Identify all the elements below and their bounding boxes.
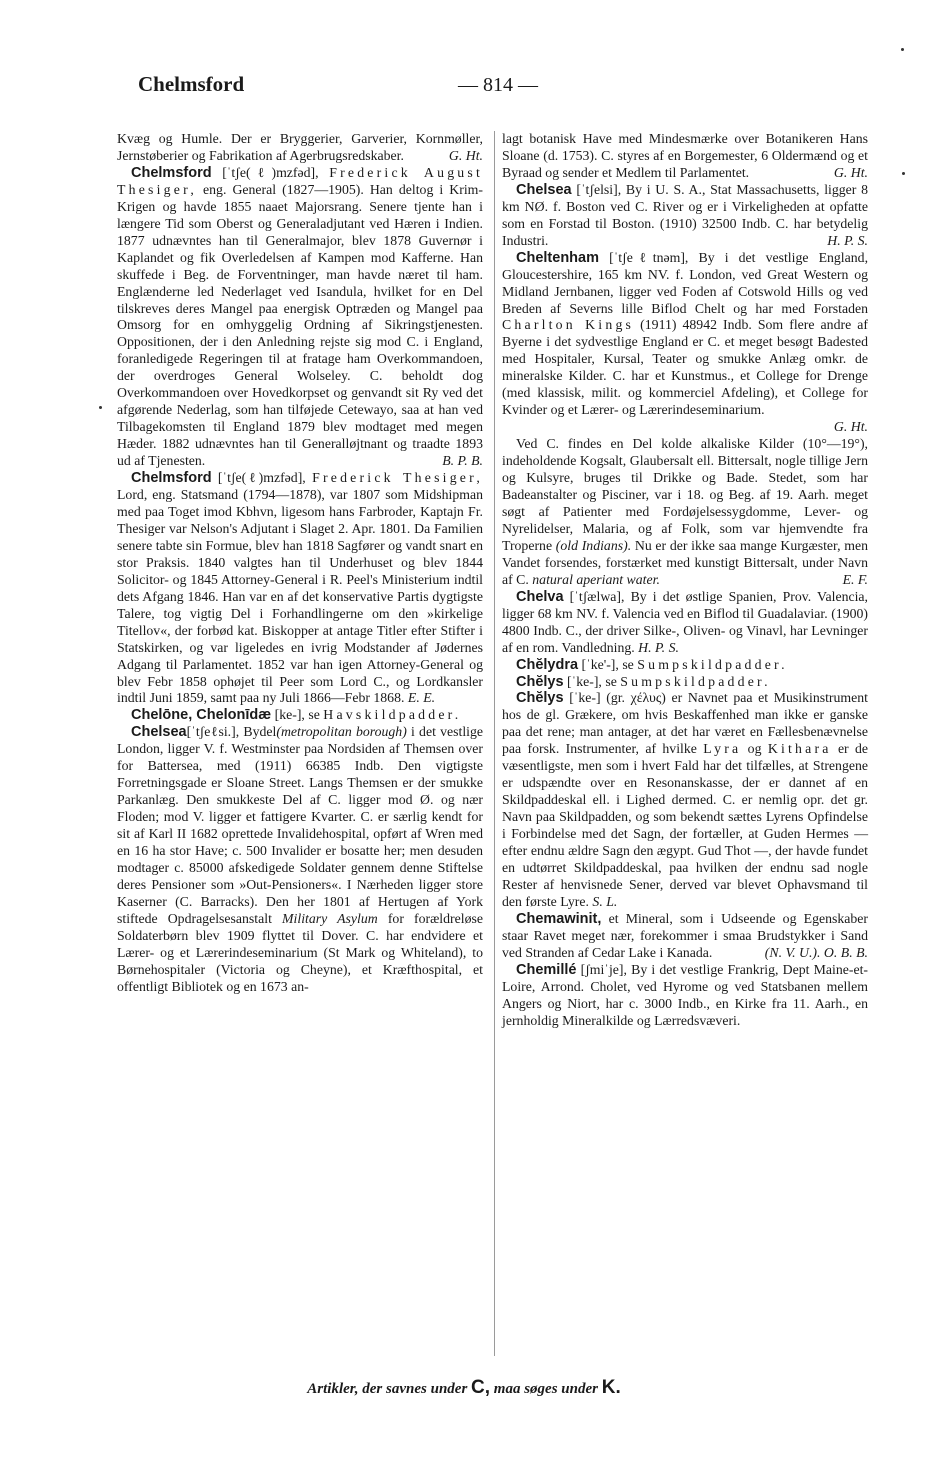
entry-text: By i det vestlige England, Gloucestershire, 165 km NV. f. London, ved Great Western og Midland Jernbanen, ligger ved Foden af Cotswold Hills og ved Breden af Severns lille Biflod Chelt og har med Forstaden (502, 249, 869, 316)
entry-headword: Chelōne, Chelonīdæ (131, 707, 272, 724)
footer-letter: C, (471, 1377, 491, 1398)
spaced-name: Frederick Thesiger, (312, 470, 484, 486)
entry-text: se (622, 656, 634, 672)
author-signature: H. P. S. (638, 639, 679, 655)
scan-speck (99, 406, 102, 409)
pronunciation: [ˈtʃeℓsi.], (186, 724, 240, 740)
italic-term: (metropolitan borough) (276, 724, 407, 740)
entry-headword: Chelsea (516, 181, 572, 198)
pronunciation: [ˈtʃe(ℓ)mzfəd], (217, 470, 306, 486)
author-signature: E. F. (842, 571, 868, 587)
entry-headword: Cheltenham (516, 249, 599, 266)
pronunciation: [ˈke-], (567, 673, 602, 689)
entry-text: se (308, 707, 320, 723)
entry-headword: Chelmsford (131, 470, 212, 487)
entry-chelydra (502, 657, 868, 674)
entry-headword: Chemillé (516, 961, 577, 978)
entry-chelone (117, 707, 483, 724)
pronunciation: [ˈtʃe(ℓ)mzfəd], (222, 164, 319, 180)
scan-speck (902, 172, 905, 175)
entry-text: se (605, 673, 617, 689)
entry-chemawinit (502, 911, 868, 962)
running-head-word: Chelmsford (138, 72, 245, 96)
entry-headword: Chĕlydra (516, 656, 579, 673)
pronunciation: [ke-], (274, 707, 305, 723)
pronunciation: [ˈke-] (gr. χέλυς) (569, 690, 666, 706)
page-footer (0, 1377, 928, 1399)
entry-headword: Chemawinit, (516, 910, 602, 927)
author-signature: S. L. (592, 893, 618, 909)
author-signature: G. Ht. (833, 419, 868, 435)
entry-text: Lord, eng. Statsmand (1794—1878), var 1807 som Midshipman med paa Toget imod Kbhvn, ligesom hans Farbroder, Kaptajn Fr. Thesiger var Nelson's Adjutant i Slaget 2. Apr. 1801. Da Familien senere tabte sin Formue, blev han 1818 Sagfører og vandt snart en stor Praksis. 1840 valgtes han til Underhuset og blev 1844 Solicitor- og 1845 Attorney-General i R. Peel's Ministerium indtil dets Afgang 1846. Han var en af det konservative Partis dygtigste Talere, tog vigtig Del i Forhandlingerne om den »kirkelige Titellov«, der forbød kat. Biskopper at antage Titler efter Stifter i Statskirken, og var ligeledes en ivrig Modstander af Jødernes Adgang til Parlamentet. 1852 var han igen Attorney-General og blev Febr 1858 ophøjet til Peer som Lord C., og Lordkansler indtil Juni 1859, samt paa ny Juli 1866—Febr 1868. (117, 487, 483, 706)
author-signature: B. P. B. (442, 453, 483, 469)
pronunciation: [ʃmiˈje], (580, 961, 627, 977)
entry-text: eng. General (1827—1905). Han deltog i Krim-Krigen og havde 1855 naaet Majorsrang. Senere tjente han i længere Tid som Oberst og Generaladjutant ved Hæren i Indien. 1877 udnævntes han til Generalmajor, blev 1878 Guvernør i Kaplandet og fik Overledelsen af Kampen mod Kafferne. Han skuffede i Beg. de Forventninger, man havde næret til ham. Englænderne led Nederlaget ved Isandula, hvilket for en Del tilskreves deres Mangel paa energisk Optræden og Mangel paa Omsorg for en omhyggelig Ordning af Sikringstjenesten. Oppositionen, der i den Anledning rejste sig mod C. i England, foranledigede Regeringen til at fratage ham Overkommandoen, der overdroges General Wolseley. C. beholdt dog Overkommandoen over Hovedkorpset og genvandt sit Ry ved det afgørende Nederlag, som han tilføjede Cetewayo, saa at han ved Tilbagekomsten til England 1879 blev modtaget med megen Hæder. 1882 udnævntes han til Generalløjtnant og traadte 1893 ud af Tjenesten. (117, 181, 484, 469)
entry-chelys-2 (502, 690, 868, 910)
pronunciation: [ˈtʃeℓtnəm], (609, 249, 689, 265)
entry-text: By i det østlige Spanien, Prov. Valencia, ligger 68 km NV. f. Valencia ved en Biflod til Guadalaviar. (1900) 4800 Indb. C., der driver Silke-, Oliven- og Vinavl, har Levninger af en rom. Vandledning. (502, 588, 868, 655)
pronunciation: [ˈtʃælwa], (569, 588, 625, 604)
entry-continuation (502, 131, 868, 182)
left-column (117, 131, 483, 996)
author-signature: H. P. S. (827, 232, 868, 248)
entry-text: Nu er der ikke saa mange Kurgæster, men Vandet forsendes, forstærket med kunstigt Bittersalt, under Navn af C. (502, 537, 868, 587)
entry-headword: Chelmsford (131, 164, 212, 181)
italic-term: natural aperiant water. (532, 571, 660, 587)
entry-text: er Navnet paa et Musikinstrument hos de gl. Grækere, om hvis Beskaffenhed man ikke er ganske paa det rene; man antager, at det har været en Fællesbenævnelse paa forsk. Instrumenter, af hvilke (502, 690, 868, 757)
pronunciation: [ˈtʃelsi], (576, 181, 622, 197)
entry-text: By i U. S. A., Stat Massachusetts, ligger 8 km NØ. f. Boston ved C. River og er i Virkeligheden at opfatte som en Forstad til Boston. (1910) 32500 Indb. C. har betydelig Industri. (502, 181, 869, 248)
entry-headword: Chelva (516, 588, 564, 605)
entry-chemille (502, 962, 868, 1030)
entry-chelmsford-general (117, 165, 483, 470)
entry-text: Ved C. findes en Del kolde alkaliske Kilder (10°—19°), indeholdende Kogsalt, Glaubersalt ell. Bittersalt, nogle tillige Jern og Kulsyre, bruges til Drikke og Bade. Stedet, som har Badeanstalter og Pisciner, var i 18. og Beg. af 19. Aarh. meget søgt af Patienter med Fordøjelsessygdomme, Lever- og Nyrelidelser, Malaria, og af Folk, som var hjemvendte fra Troperne (502, 436, 868, 553)
entry-text: Bydel (243, 724, 277, 740)
entry-continuation (117, 131, 483, 165)
cross-reference: Sumpskildpadder. (637, 656, 788, 672)
entry-text: er de væsentligste, men som i hvert Fald har det tilfælles, at Strengene er udspændte over en Resonanskasse, der er dannet af en Skildpaddeskal ell. i Lighed dermed. C. er nemlig opr. det gr. Navn paa Skildpadden, og som bekendt sættes Lyrens Opfindelse i Forbindelse med det Sagn, der fortæller, at Guden Hermes — efter endnu ældre Sagn den ægypt. Gud Thot —, der havde fundet en udtørret Skildpaddeskal, paa hvilken der endnu sad nogle Rester af henvisnede Sener, derved var blevet Ophavsmand til den første Lyre. (502, 741, 869, 909)
author-signature: G. Ht. (448, 147, 483, 163)
running-head (138, 72, 888, 106)
page-number: — 814 — (458, 74, 538, 96)
right-column (502, 131, 868, 1030)
author-signature: (N. V. U.). O. B. B. (764, 944, 868, 960)
entry-headword: Chelsea (131, 724, 187, 741)
entry-text: et Mineral, som i Udseende og Egenskaber staar Ravet meget nær, forekommer i smaa Brudstykker i Sand ved Stranden af Cedar Lake i Kanada. (502, 910, 868, 960)
entry-cheltenham (502, 250, 868, 420)
spaced-name: Charlton Kings (502, 317, 635, 333)
scan-speck (901, 48, 904, 51)
footer-text: Artikler, der savnes under (307, 1381, 468, 1397)
entry-text: Kvæg og Humle. Der er Bryggerier, Garverier, Kornmøller, Jernstøberier og Fabrikation af Agerbrugsredskaber. (117, 131, 483, 163)
entry-text: i det vestlige London, ligger V. f. Westminster paa Nordsiden af Themsen over for Battersea, med (1911) 66385 Indb. Den vigtigste Forretningsgade er Sloane Street. Langs Themsen er der smukke Parkanlæg. Den smukkeste Del af C. ligger mod Ø. og nær Floden; mod V. ligger et fattigere Kvarter. C. er særlig kendt for sit af Karl II 1682 oprettede Invalidehospital, opført af Wren med en 16 ha stor Have; c. 500 Invalider er bosatte her; men desuden modtager c. 85000 afskedigede Soldater gennem denne Stiftelse deres Pensioner som »Out-Pensioners«. I Nærheden ligger store Kaserner (C. Barracks). Den her 1801 af Hertugen af York stiftede Opdragelsesanstalt (117, 724, 484, 926)
entry-text: og (747, 741, 762, 757)
spaced-name: Lyra (703, 741, 742, 757)
italic-term: Military Asylum (282, 910, 378, 926)
entry-paragraph (502, 436, 868, 589)
entry-text: By i det vestlige Frankrig, Dept Maine-et-Loire, Arrond. Cholet, ved Hyrome og ved Statsbanen mellem Angers og Niort, har c. 3000 Indb., en Kirke fra 11. Aarh., en jernholdig Mineralkilde og Lærredsvæveri. (502, 961, 869, 1028)
cross-reference: Havskildpadder. (323, 707, 462, 723)
author-signature: G. Ht. (833, 164, 868, 180)
footer-text: maa søges under (493, 1381, 598, 1397)
spaced-name: Kithara (767, 741, 832, 757)
italic-term: (old Indians). (555, 537, 632, 553)
entry-chelsea-london (117, 724, 483, 995)
entry-chelsea-usa (502, 182, 868, 250)
author-signature: E. E. (407, 690, 436, 706)
entry-text: (1911) 48942 Indb. Som flere andre af Byerne i det sydvestlige England er C. et meget besøgt Badested med Hospitaler, Kursal, Teater og smukke Anlæg omkr. de mineralske Kilder. C. har et Kunstmus., et College for Drenge (med klassisk, milit. og kommerciel Afdeling), et College for Kvinder og et Lærer- og Lærerindeseminarium. (502, 317, 868, 418)
entry-chelys-1 (502, 674, 868, 691)
cross-reference: Sumpskildpadder. (620, 673, 771, 689)
entry-chelva (502, 589, 868, 657)
entry-chelmsford-lord (117, 470, 483, 707)
pronunciation: [ˈke'-], (581, 656, 619, 672)
entry-headword: Chĕlys (516, 673, 564, 690)
column-divider (494, 131, 495, 1356)
entry-text: lagt botanisk Have med Mindesmærke over Botanikeren Hans Sloane (d. 1753). C. styres af en Borgemester, 6 Oldermænd og et Byraad og sender et Medlem til Parlamentet. (502, 131, 868, 180)
spaced-name: Frederick August Thesiger, (117, 164, 483, 197)
footer-letter: K. (601, 1377, 621, 1398)
entry-text: for forældreløse Soldaterbørn blev 1909 flyttet til Dover. C. har endvidere et Lærer- og et Lærerindeseminarium (St Mark og Whiteland), to Børnehospitaler (Victoria og Cheyne), et Kræfthospital, et offentligt Bibliotek og en 1673 an- (117, 910, 483, 994)
entry-headword: Chĕlys (516, 690, 564, 707)
